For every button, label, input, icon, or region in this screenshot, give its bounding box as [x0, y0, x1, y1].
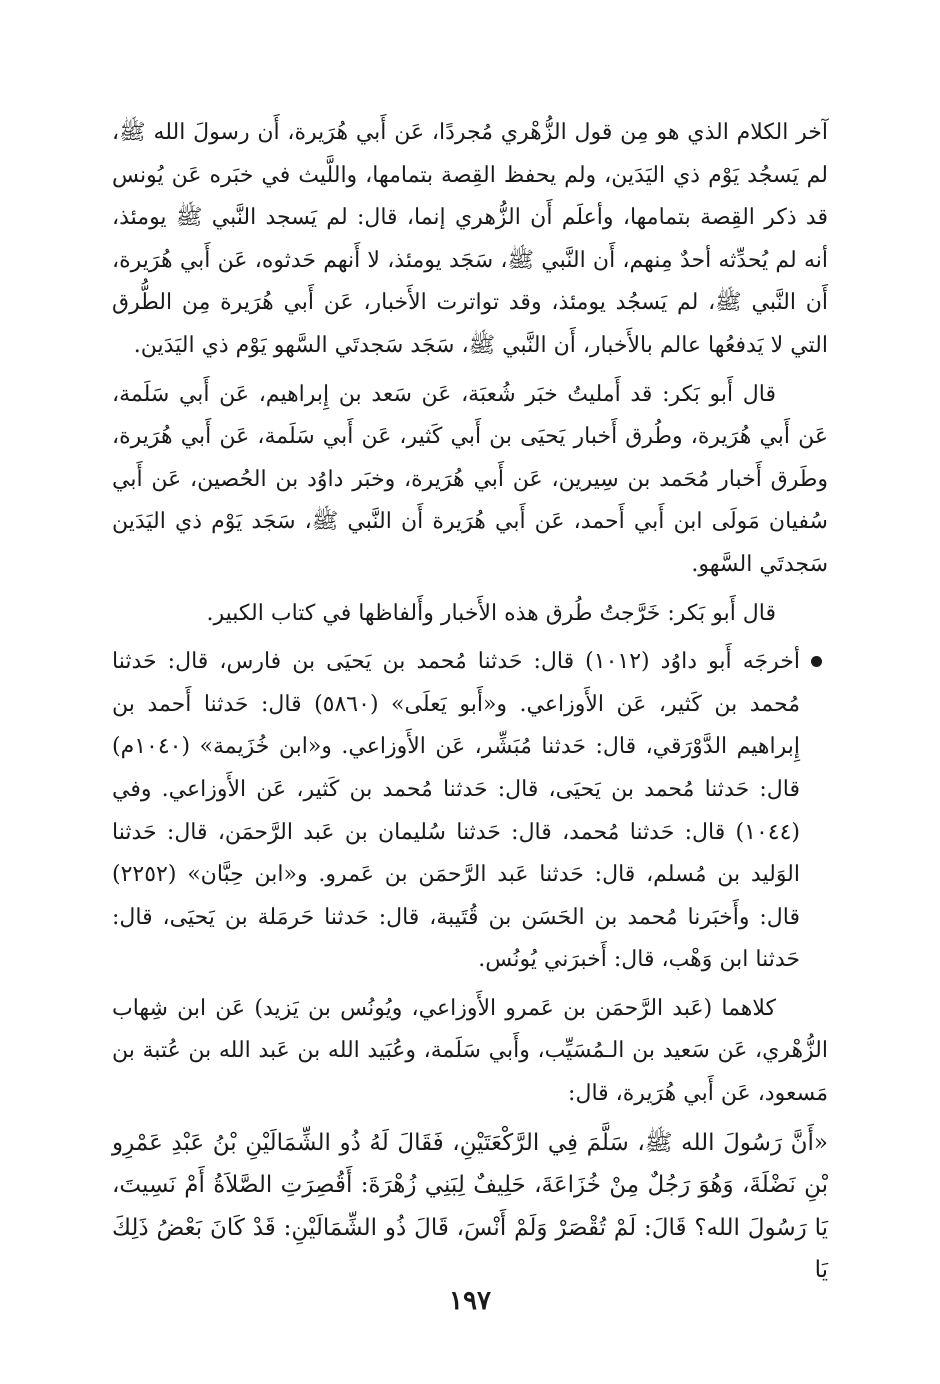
- paragraph-1: آخر الكلام الذي هو مِن قول الزُّهْري مُجردًا، عَن أَبي هُرَيرة، أَن رسولَ الله ﷺ، لم يَسجُد يَوْم ذي اليَدَين، ولم يحفظ القِصة بتمامها، واللَّيث في خبَره عَن يُونس قد ذكر القِصة بتمامها، وأعلَم أَن الزُّهري إنما، قال: لم يَسجد النَّبي ﷺ يومئذ، أنه لم يُحدِّثه أحدٌ مِنهم، أَن النَّبي ﷺ، سَجَد يومئذ، لا أَنهم حَدثوه، عَن أَبي هُرَيرة، أَن النَّبي ﷺ، لم يَسجُد يومئذ، وقد تواترت الأَخبار، عَن أَبي هُرَيرة مِن الطُّرق التي لا يَدفعُها عالم بالأَخبار، أَن النَّبي ﷺ، سَجَد سَجدتَي السَّهو يَوْم ذي اليَدَين.: [112, 120, 829, 358]
- paragraph-5: كلاهما (عَبد الرَّحمَن بن عَمرو الأَوزاعي، ويُونُس بن يَزيد) عَن ابن شِهاب الزُّهْري، عَن سَعيد بن الـمُسَيِّب، وأَبي سَلَمة، وعُبَيد الله بن عَبد الله بن عُتبة بن مَسعود، عَن أَبي هُرَيرة، قال:: [112, 995, 828, 1107]
- page-number: ١٩٧: [449, 1286, 491, 1316]
- paragraph-4-text: أخرجَه أَبو داوُد (١٠١٢) قال: حَدثنا مُحمد بن يَحيَى بن فارس، قال: حَدثنا مُحمد بن كَثير، عَن الأَوزاعي. و«أَبو يَعلَى» (٥٨٦٠) قال: حَدثنا أَحمد بن إِبراهيم الدَّوْرَقي، قال: حَدثنا مُبَشِّر، عَن الأَوزاعي. و«ابن خُزَيمة» (١٠٤٠م) قال: حَدثنا مُحمد بن يَحيَى، قال: حَدثنا مُحمد بن كَثير، عَن الأَوزاعي. وفي (١٠٤٤) قال: حَدثنا مُحمد، قال: حَدثنا سُليمان بن عَبد الرَّحمَن، قال: حَدثنا الوَليد بن مُسلم، قال: حَدثنا عَبد الرَّحمَن بن عَمرو. و«ابن حِبَّان» (٢٢٥٢) قال: وأَخبَرنا مُحمد بن الحَسَن بن قُتَيبة، قال: حَدثنا حَرمَلة بن يَحيَى، قال: حَدثنا ابن وَهْب، قال: أَخبرَني يُونُس.: [112, 649, 800, 973]
- bullet-icon: [811, 656, 822, 667]
- paragraph-2: قال أَبو بَكر: قد أَمليتُ خبَر شُعبَة، عَن سَعد بن إِبراهيم، عَن أَبي سَلَمة، عَن أَبي هُرَيرة، وطُرق أَخبار يَحيَى بن أَبي كَثير، عَن أَبي سَلَمة، عَن أَبي هُرَيرة، وطَرق أَخبار مُحَمد بن سِيرين، عَن أَبي هُرَيرة، وخبَر داوُد بن الحُصين، عَن أَبي سُفيان مَولَى ابن أَبي أَحمد، عَن أَبي هُرَيرة أَن النَّبي ﷺ، سَجَد يَوْم ذي اليَدَين سَجدتَي السَّهو.: [112, 381, 828, 577]
- page-body: [112, 112, 828, 1298]
- hadith-quote: «أَنَّ رَسُولَ الله ﷺ، سَلَّمَ فِي الرَّكْعَتَيْنِ، فَقَالَ لَهُ ذُو الشِّمَالَيْنِ بْنُ عَبْدِ عَمْرِو بْنِ نَضْلَةَ، وَهُوَ رَجُلٌ مِنْ خُزَاعَةَ، حَلِيفٌ لِبَنِي زُهْرَةَ: أَقُصِرَتِ الصَّلاَةُ أَمْ نَسِيتَ، يَا رَسُولَ الله؟ قَالَ: لَمْ تُقْصَرْ وَلَمْ أَنْسَ، قَالَ ذُو الشِّمَالَيْنِ: قَدْ كَانَ بَعْضُ ذَلِكَ يَا: [112, 1129, 828, 1284]
- paragraph-4-bullet: [112, 641, 828, 982]
- paragraph-3: قال أَبو بَكر: خَرَّجتُ طُرق هذه الأَخبار وأَلفاظها في كتاب الكبير.: [206, 600, 776, 626]
